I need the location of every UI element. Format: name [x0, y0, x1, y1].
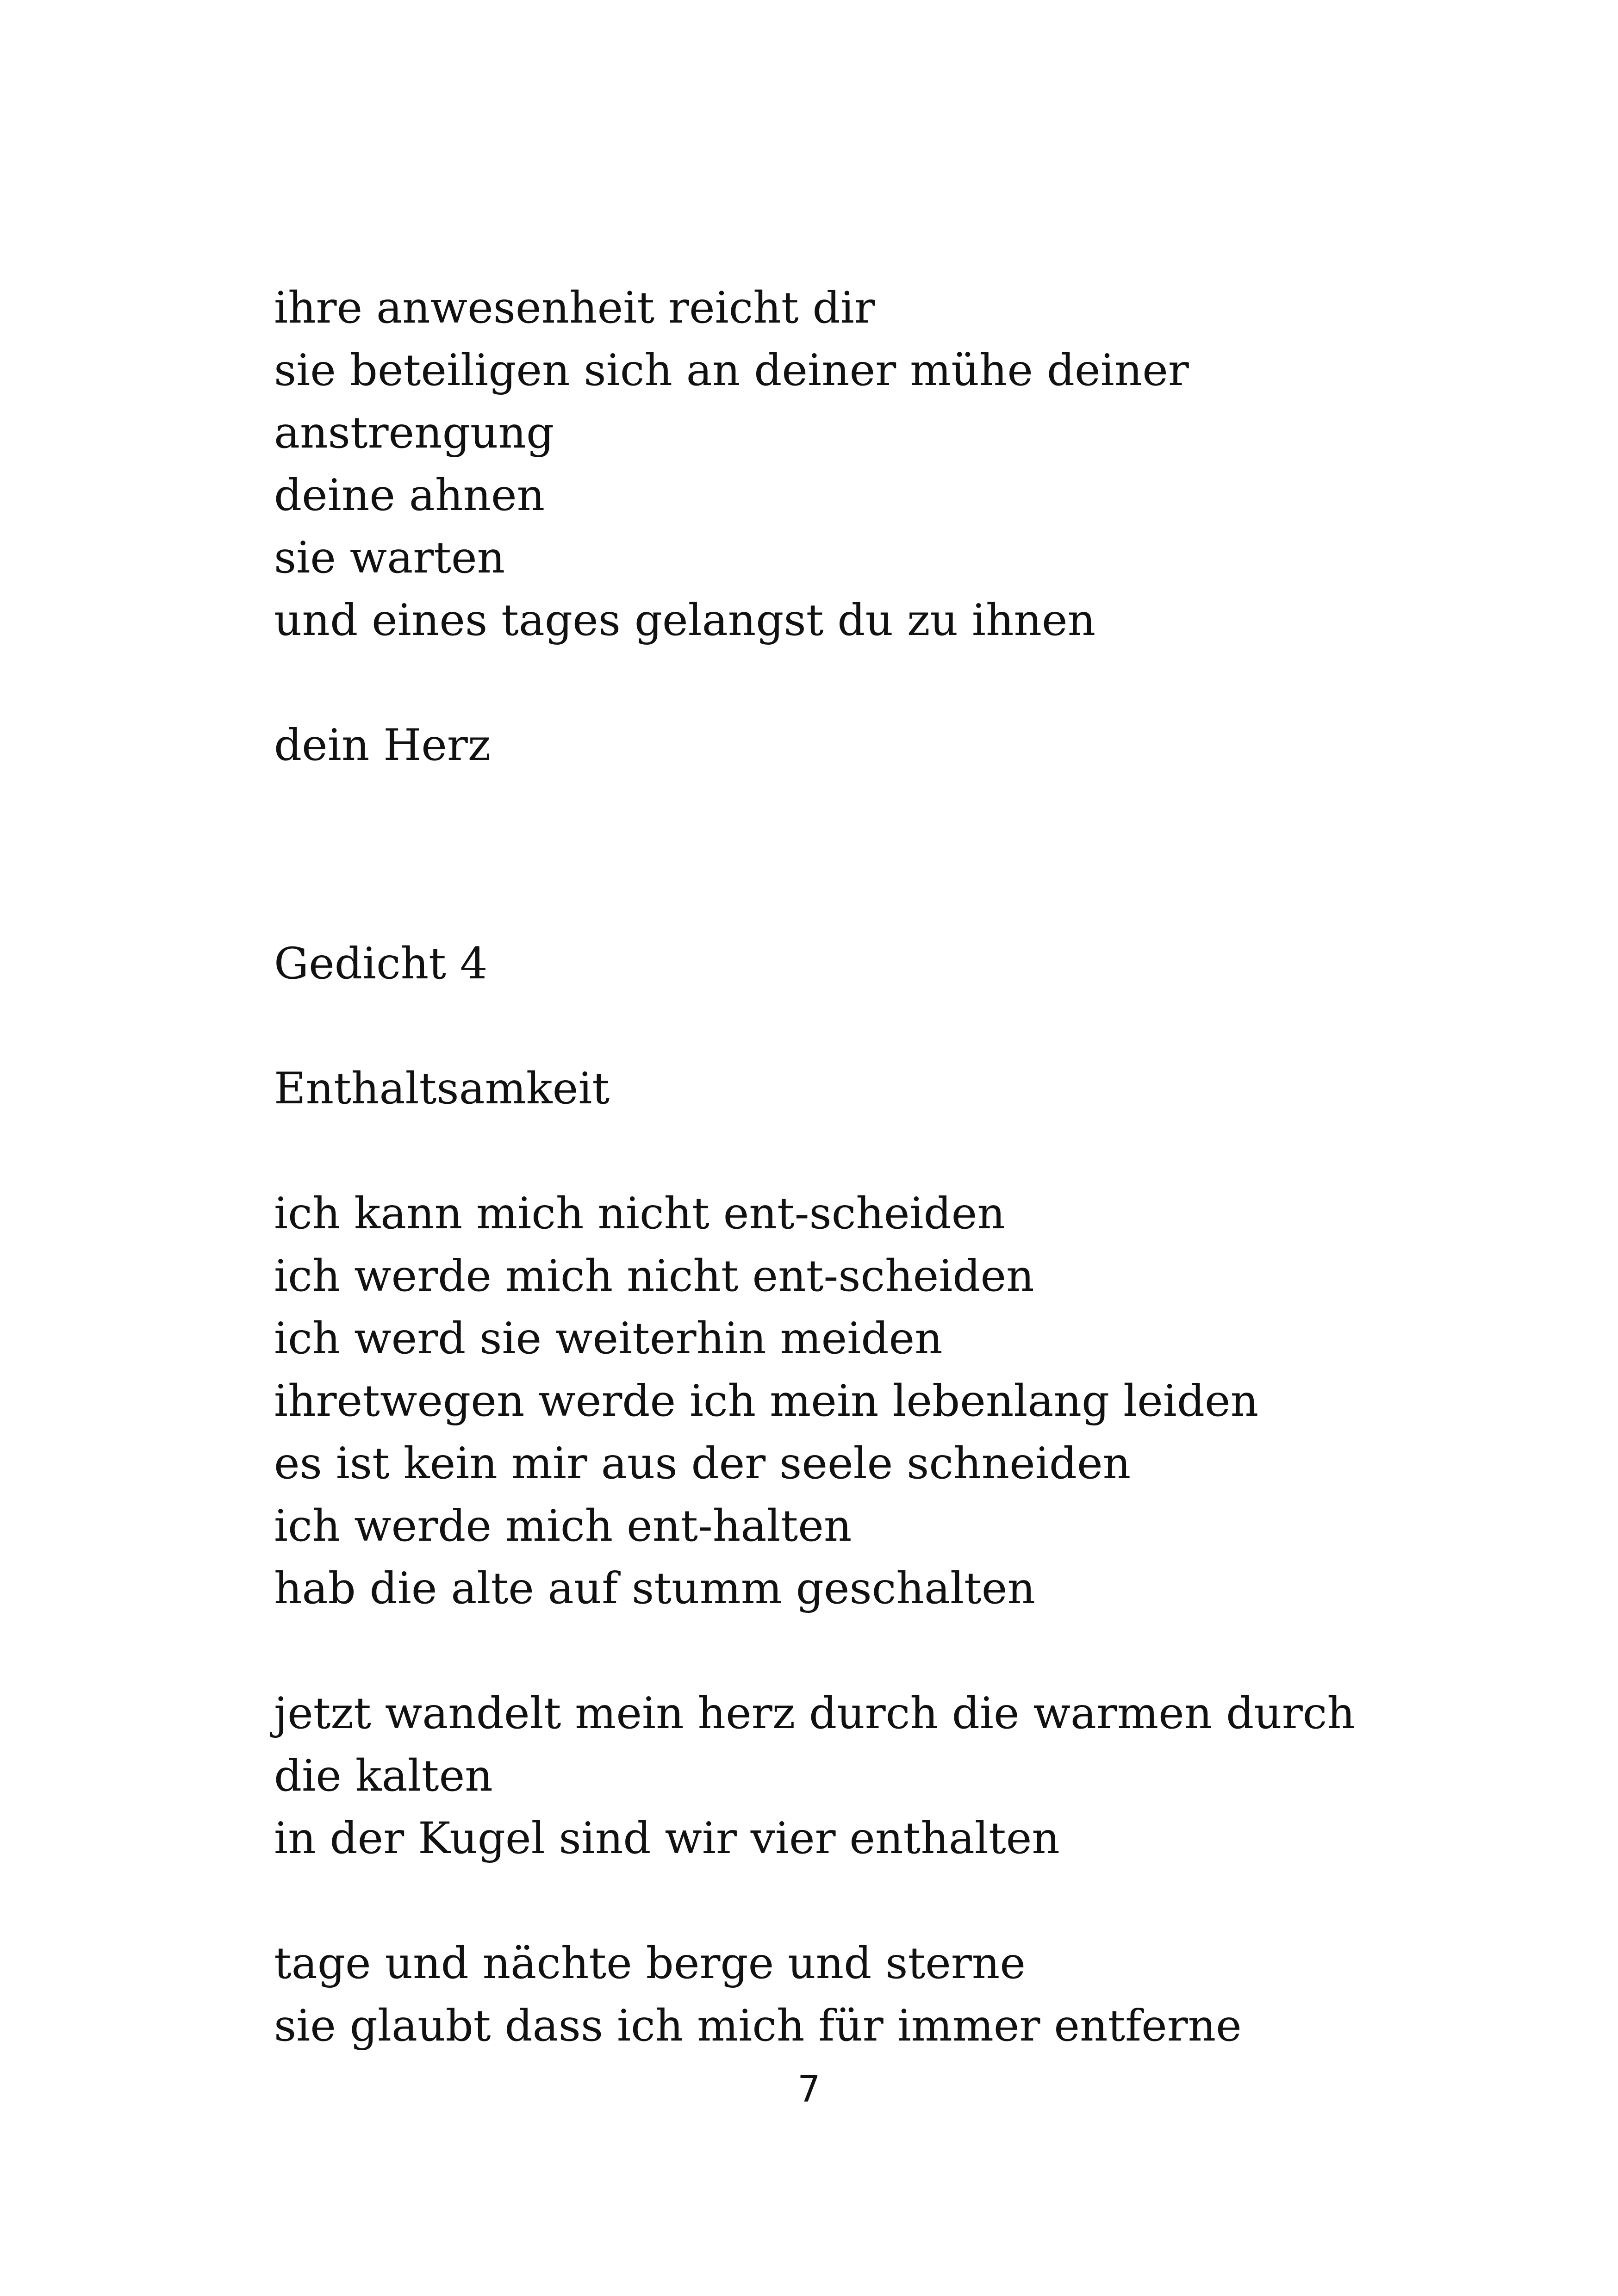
- verse-line: tage und nächte berge und sterne: [274, 1938, 1026, 1989]
- verse-line: ihretwegen werde ich mein lebenlang leiden: [274, 1376, 1259, 1426]
- verse-line: hab die alte auf stumm geschalten: [274, 1563, 1035, 1614]
- stanza-3: [274, 1182, 1431, 1620]
- verse-line: in der Kugel sind wir vier enthalten: [274, 1813, 1060, 1864]
- verse-line: und eines tages gelangst du zu ihnen: [274, 595, 1096, 646]
- verse-line: sie warten: [274, 533, 505, 583]
- verse-line: die kalten: [274, 1751, 493, 1801]
- verse-line: jetzt wandelt mein herz durch die warmen durch: [274, 1688, 1355, 1739]
- verse-line: sie glaubt dass ich mich für immer entferne: [274, 2001, 1242, 2051]
- poem-heading: Gedicht 4: [274, 939, 488, 989]
- verse-line: dein Herz: [274, 720, 491, 771]
- verse-line: es ist kein mir aus der seele schneiden: [274, 1438, 1131, 1489]
- verse-line: ich kann mich nicht ent-scheiden: [274, 1188, 1005, 1239]
- verse-line: deine ahnen: [274, 470, 545, 521]
- poem-title: Enthaltsamkeit: [274, 1064, 610, 1114]
- poem-text-column: [274, 277, 1431, 2057]
- verse-line: sie beteiligen sich an deiner mühe deiner: [274, 345, 1189, 396]
- verse-line: ich werde mich nicht ent-scheiden: [274, 1251, 1034, 1301]
- stanza-2: [274, 714, 1431, 777]
- stanza-1: [274, 277, 1431, 652]
- verse-line: ich werde mich ent-halten: [274, 1501, 852, 1551]
- stanza-4: [274, 1682, 1431, 1870]
- verse-line: anstrengung: [274, 408, 554, 458]
- stanza-5: [274, 1932, 1431, 2057]
- verse-line: ihre anwesenheit reicht dir: [274, 283, 875, 333]
- page-number: 7: [797, 2069, 821, 2110]
- verse-line: ich werd sie weiterhin meiden: [274, 1313, 943, 1364]
